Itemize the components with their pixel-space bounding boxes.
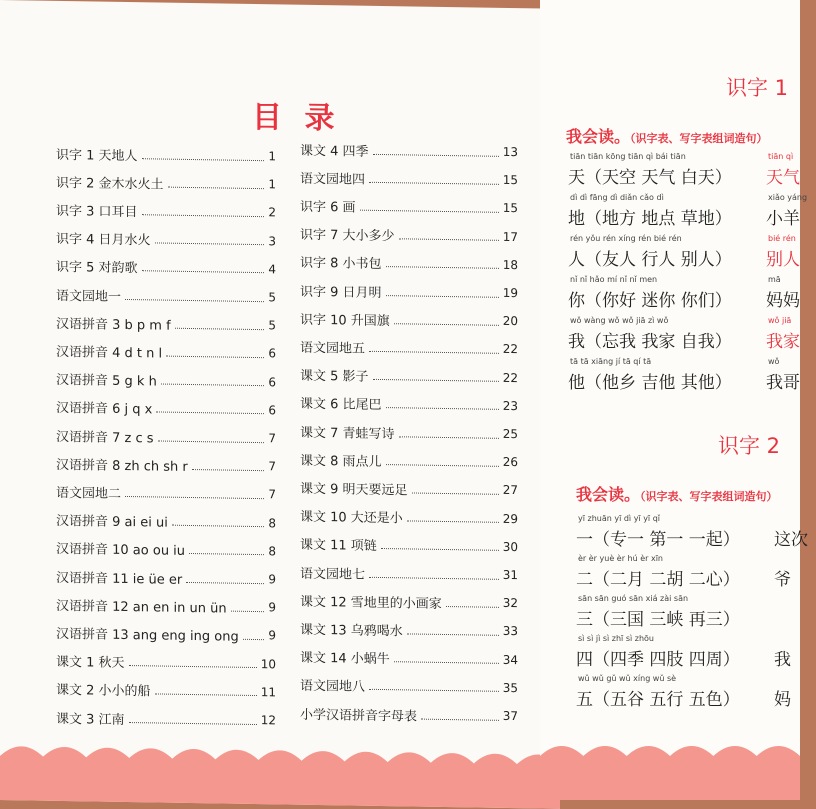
toc-entry [300, 336, 518, 359]
vocab-characters: 你（你好 迷你 你们） [568, 291, 732, 311]
toc-entry-page: 8 [268, 515, 276, 530]
vocab-characters: 天（天空 天气 白天） [568, 168, 732, 188]
toc-entry-label: 语文园地八 [300, 679, 366, 696]
vocab-extra-pinyin: wǒ jiā [768, 316, 792, 325]
toc-entry [56, 284, 276, 307]
toc-entry-page: 6 [268, 346, 276, 361]
vocab-pinyin: wǒ wàng wǒ wǒ jiā zì wǒ [570, 316, 669, 325]
toc-entry-label: 课文 7 青蛙写诗 [300, 425, 395, 442]
toc-entry-label: 汉语拼音 8 zh ch sh r [56, 457, 188, 475]
toc-entry-page: 3 [268, 233, 276, 248]
toc-entry-page: 22 [502, 342, 518, 357]
toc-entry-page: 37 [502, 708, 518, 724]
toc-entry-label: 识字 2 金木水火土 [56, 175, 164, 193]
vocab-extra: 妈 [774, 690, 791, 710]
toc-entry [300, 590, 518, 613]
toc-entry-page: 1 [268, 149, 276, 164]
toc-entry-label: 汉语拼音 4 d t n l [56, 344, 163, 362]
toc-entry-label: 识字 9 日月明 [300, 284, 382, 301]
toc-entry-page: 11 [260, 684, 276, 700]
toc-leader-dots [158, 440, 265, 443]
toc-leader-dots [386, 407, 499, 410]
vocab-characters: 我（忘我 我家 自我） [568, 332, 732, 352]
toc-entry [300, 364, 518, 387]
toc-entry [300, 223, 518, 246]
toc-entry-label: 语文园地五 [300, 340, 366, 357]
vocab-characters: 地（地方 地点 草地） [568, 209, 732, 229]
toc-entry-label: 汉语拼音 11 ie üe er [56, 570, 183, 588]
toc-entry-label: 识字 1 天地人 [56, 147, 138, 164]
vocab-pinyin: yī zhuān yī dì yī yī qǐ [578, 514, 660, 523]
toc-entry [300, 477, 518, 500]
vocab-extra: 我哥 [766, 373, 800, 393]
toc-entry-label: 识字 10 升国旗 [300, 312, 390, 329]
toc-entry-label: 小学汉语拼音字母表 [300, 707, 418, 725]
toc-entry-label: 语文园地一 [56, 288, 122, 305]
vocab-row [576, 514, 816, 548]
toc-entry-page: 32 [502, 596, 518, 611]
toc-entry-page: 15 [502, 201, 518, 216]
toc-entry-label: 课文 9 明天要远足 [300, 481, 408, 499]
toc-entry-page: 9 [268, 628, 276, 643]
toc-entry [300, 703, 518, 726]
vocab-characters: 三（三国 三峡 再三） [576, 610, 740, 630]
toc-entry-page: 25 [502, 426, 518, 442]
toc-entry-label: 语文园地四 [300, 171, 366, 188]
vocab-row [568, 275, 808, 309]
toc-entry [56, 397, 276, 420]
toc-entry-page: 7 [268, 431, 276, 446]
vocab-extra-pinyin: tiān qì [768, 152, 794, 161]
toc-entry [56, 453, 276, 476]
toc-leader-dots [360, 210, 499, 213]
toc-entry [300, 195, 518, 218]
toc-entry [300, 139, 518, 162]
vocab-extra: 别人 [766, 250, 800, 270]
toc-entry [56, 594, 276, 617]
vocab-row [576, 554, 816, 588]
section-header [566, 124, 768, 147]
toc-leader-dots [142, 158, 265, 161]
toc-entry-page: 19 [502, 285, 518, 301]
vocab-row [576, 634, 816, 668]
toc-leader-dots [381, 548, 499, 551]
vocab-pinyin: sì sì jì sì zhī sì zhōu [578, 634, 654, 643]
toc-leader-dots [172, 525, 265, 527]
section-header-sub: （识字表、写字表组词造句） [640, 490, 778, 503]
toc-entry [56, 425, 276, 448]
toc-entry-label: 课文 10 大还是小 [300, 509, 403, 527]
toc-entry-label: 汉语拼音 3 b p m f [56, 316, 171, 334]
toc-entry-page: 7 [268, 487, 276, 502]
vocab-characters: 人（友人 行人 别人） [568, 250, 732, 270]
toc-leader-dots [386, 464, 499, 467]
toc-entry [56, 707, 276, 730]
toc-leader-dots [243, 639, 265, 640]
toc-entry-page: 2 [268, 205, 276, 220]
toc-entry-label: 课文 3 江南 [56, 711, 125, 728]
toc-entry [56, 650, 276, 673]
decorative-wave-right [540, 730, 800, 800]
vocab-extra-pinyin: xiǎo yáng [768, 193, 808, 202]
toc-leader-dots [186, 581, 264, 583]
toc-entry-label: 课文 5 影子 [300, 368, 369, 385]
vocab-pinyin: dì dì fāng dì diǎn cǎo dì [570, 193, 664, 202]
toc-entry-page: 23 [502, 398, 518, 413]
toc-entry-label: 汉语拼音 12 an en in un ün [56, 598, 227, 617]
section-header-main: 我会读。 [566, 127, 631, 146]
toc-leader-dots [386, 295, 499, 298]
toc-entry-label: 课文 13 乌鸦喝水 [300, 622, 403, 640]
toc-entry [300, 618, 518, 641]
toc-leader-dots [394, 323, 499, 326]
vocab-characters: 五（五谷 五行 五色） [576, 690, 740, 710]
toc-leader-dots [369, 351, 499, 354]
toc-entry-label: 课文 2 小小的船 [56, 683, 151, 700]
vocab-characters: 二（二月 二胡 二心） [576, 570, 740, 590]
toc-entry [300, 280, 518, 303]
toc-leader-dots [189, 553, 264, 555]
toc-leader-dots [373, 379, 499, 382]
toc-entry-page: 5 [268, 318, 276, 333]
toc-entry-label: 课文 12 雪地里的小画家 [300, 594, 442, 612]
toc-title: 目 录 [252, 99, 341, 137]
toc-entry [300, 534, 518, 557]
vocab-row [576, 594, 816, 628]
vocab-pinyin: èr èr yuè èr hú èr xīn [578, 554, 663, 563]
vocab-extra: 这次 [774, 530, 808, 550]
toc-entry-label: 识字 8 小书包 [300, 256, 382, 273]
toc-leader-dots [373, 153, 499, 156]
toc-entry-page: 9 [268, 572, 276, 587]
vocab-extra-pinyin: bié rén [768, 234, 796, 243]
toc-leader-dots [446, 606, 499, 608]
toc-entry [56, 227, 276, 250]
vocab-characters: 四（四季 四肢 四周） [576, 650, 740, 670]
vocab-row [568, 234, 808, 268]
toc-leader-dots [155, 243, 265, 246]
toc-entry-page: 22 [502, 370, 518, 385]
toc-leader-dots [231, 610, 265, 612]
toc-entry-label: 汉语拼音 6 j q x [56, 401, 153, 418]
vocab-pinyin: tā tā xiāng jí tā qí tā [570, 357, 652, 366]
toc-entry-page: 35 [502, 680, 518, 695]
toc-leader-dots [142, 271, 265, 274]
vocab-row [568, 152, 808, 186]
vocab-pinyin: tiān tiān kōng tiān qì bái tiān [570, 152, 686, 161]
toc-leader-dots [129, 722, 257, 725]
toc-entry-label: 语文园地二 [56, 485, 122, 502]
toc-entry-page: 15 [502, 173, 518, 188]
toc-entry-page: 27 [502, 483, 518, 498]
vocab-extra-pinyin: mā [768, 275, 781, 284]
toc-leader-dots [175, 327, 265, 329]
toc-entry-label: 课文 6 比尾巴 [300, 397, 382, 414]
toc-leader-dots [156, 412, 264, 415]
toc-entry [300, 449, 518, 472]
toc-entry-label: 识字 6 画 [300, 199, 356, 216]
toc-entry-label: 课文 1 秋天 [56, 654, 125, 672]
vocab-pinyin: wǔ wǔ gǔ wǔ xíng wǔ sè [578, 674, 677, 683]
toc-entry [56, 538, 276, 561]
toc-entry [56, 368, 276, 391]
section-header-sub: （识字表、写字表组词造句） [630, 132, 768, 145]
toc-entry [300, 252, 518, 275]
toc-entry [300, 505, 518, 528]
toc-leader-dots [192, 469, 265, 471]
toc-entry-label: 汉语拼音 5 g k h [56, 372, 157, 390]
toc-entry-label: 课文 14 小蜗牛 [300, 650, 390, 668]
toc-entry-page: 6 [268, 374, 276, 389]
vocab-extra: 我 [774, 650, 791, 670]
vocab-extra: 爷 [774, 570, 791, 590]
toc-entry [56, 143, 276, 166]
toc-entry-page: 12 [260, 713, 276, 728]
toc-entry-page: 17 [502, 229, 518, 244]
section-header [576, 482, 778, 505]
toc-entry-page: 26 [502, 455, 518, 470]
toc-leader-dots [412, 492, 499, 494]
toc-entry [300, 675, 518, 698]
vocab-extra: 小羊 [766, 209, 800, 229]
section-title: 识字 2 [718, 434, 781, 458]
toc-entry [56, 256, 276, 279]
toc-leader-dots [155, 694, 257, 697]
toc-leader-dots [399, 436, 499, 439]
toc-entry [56, 509, 276, 532]
vocab-row [568, 357, 808, 391]
toc-entry-label: 语文园地七 [300, 566, 366, 583]
toc-entry-page: 34 [502, 652, 518, 667]
toc-entry [300, 308, 518, 331]
toc-entry-page: 31 [502, 567, 518, 583]
toc-leader-dots [386, 266, 499, 269]
toc-leader-dots [125, 496, 264, 499]
toc-entry-page: 13 [502, 144, 518, 160]
toc-leader-dots [399, 238, 499, 241]
toc-leader-dots [369, 576, 499, 579]
toc-entry [300, 562, 518, 585]
toc-leader-dots [125, 298, 264, 301]
toc-entry-label: 汉语拼音 10 ao ou iu [56, 542, 186, 560]
toc-entry-page: 10 [260, 656, 276, 671]
toc-leader-dots [407, 520, 499, 522]
toc-leader-dots [142, 214, 265, 217]
section-title: 识字 1 [726, 76, 789, 100]
toc-entry-page: 7 [268, 459, 276, 474]
vocab-pinyin: sān sān guó sān xiá zài sān [578, 594, 689, 603]
vocab-extra: 妈妈 [766, 291, 800, 311]
decorative-wave-left [0, 730, 560, 809]
vocab-pinyin: nǐ nǐ hǎo mí nǐ nǐ men [570, 275, 658, 284]
toc-entry-page: 9 [268, 600, 276, 615]
toc-entry-label: 汉语拼音 7 z c s [56, 429, 154, 446]
toc-entry [300, 646, 518, 669]
vocab-pinyin: rén yǒu rén xíng rén bié rén [570, 234, 682, 243]
toc-entry [56, 312, 276, 335]
toc-entry-label: 课文 4 四季 [300, 143, 369, 160]
toc-entry-label: 汉语拼音 9 ai ei ui [56, 513, 168, 531]
toc-entry-page: 8 [268, 544, 276, 559]
toc-leader-dots [166, 356, 264, 359]
toc-leader-dots [421, 718, 499, 720]
vocab-characters: 他（他乡 吉他 其他） [568, 373, 732, 393]
toc-entry-label: 汉语拼音 13 ang eng ing ong [56, 626, 239, 645]
right-page [540, 0, 808, 800]
toc-entry [56, 622, 276, 645]
vocab-row [576, 674, 816, 708]
toc-entry [56, 566, 276, 589]
section-header-main: 我会读。 [576, 485, 641, 504]
toc-entry-label: 识字 3 口耳目 [56, 203, 138, 221]
toc-leader-dots [369, 181, 499, 184]
toc-entry-label: 识字 5 对韵歌 [56, 260, 138, 277]
toc-entry [56, 481, 276, 504]
toc-leader-dots [129, 665, 257, 668]
toc-entry-page: 33 [502, 624, 518, 639]
toc-entry-page: 18 [502, 257, 518, 272]
toc-entry [300, 393, 518, 416]
toc-entry [300, 421, 518, 444]
toc-entry-page: 30 [502, 539, 518, 554]
vocab-row [568, 193, 808, 227]
toc-entry-page: 6 [268, 403, 276, 418]
toc-entry-label: 课文 8 雨点儿 [300, 453, 382, 470]
toc-entry [56, 199, 276, 222]
toc-leader-dots [394, 661, 499, 664]
vocab-extra: 天气 [766, 168, 800, 188]
vocab-extra: 我家 [766, 332, 800, 352]
toc-entry [56, 171, 276, 194]
toc-leader-dots [161, 384, 265, 387]
vocab-extra-pinyin: wǒ [768, 357, 780, 366]
vocab-row [568, 316, 808, 350]
toc-leader-dots [407, 633, 499, 635]
toc-entry-label: 识字 7 大小多少 [300, 227, 395, 245]
toc-entry-label: 识字 4 日月水火 [56, 231, 151, 249]
toc-leader-dots [369, 689, 499, 692]
toc-entry-page: 1 [268, 177, 276, 192]
toc-entry [300, 167, 518, 190]
toc-leader-dots [168, 186, 265, 189]
toc-entry [56, 679, 276, 702]
vocab-characters: 一（专一 第一 一起） [576, 530, 740, 550]
toc-entry-page: 4 [268, 262, 276, 277]
toc-entry [56, 340, 276, 363]
toc-entry-page: 29 [502, 511, 518, 526]
toc-entry-page: 5 [268, 290, 276, 305]
toc-entry-page: 20 [502, 314, 518, 329]
toc-entry-label: 课文 11 项链 [300, 538, 377, 555]
